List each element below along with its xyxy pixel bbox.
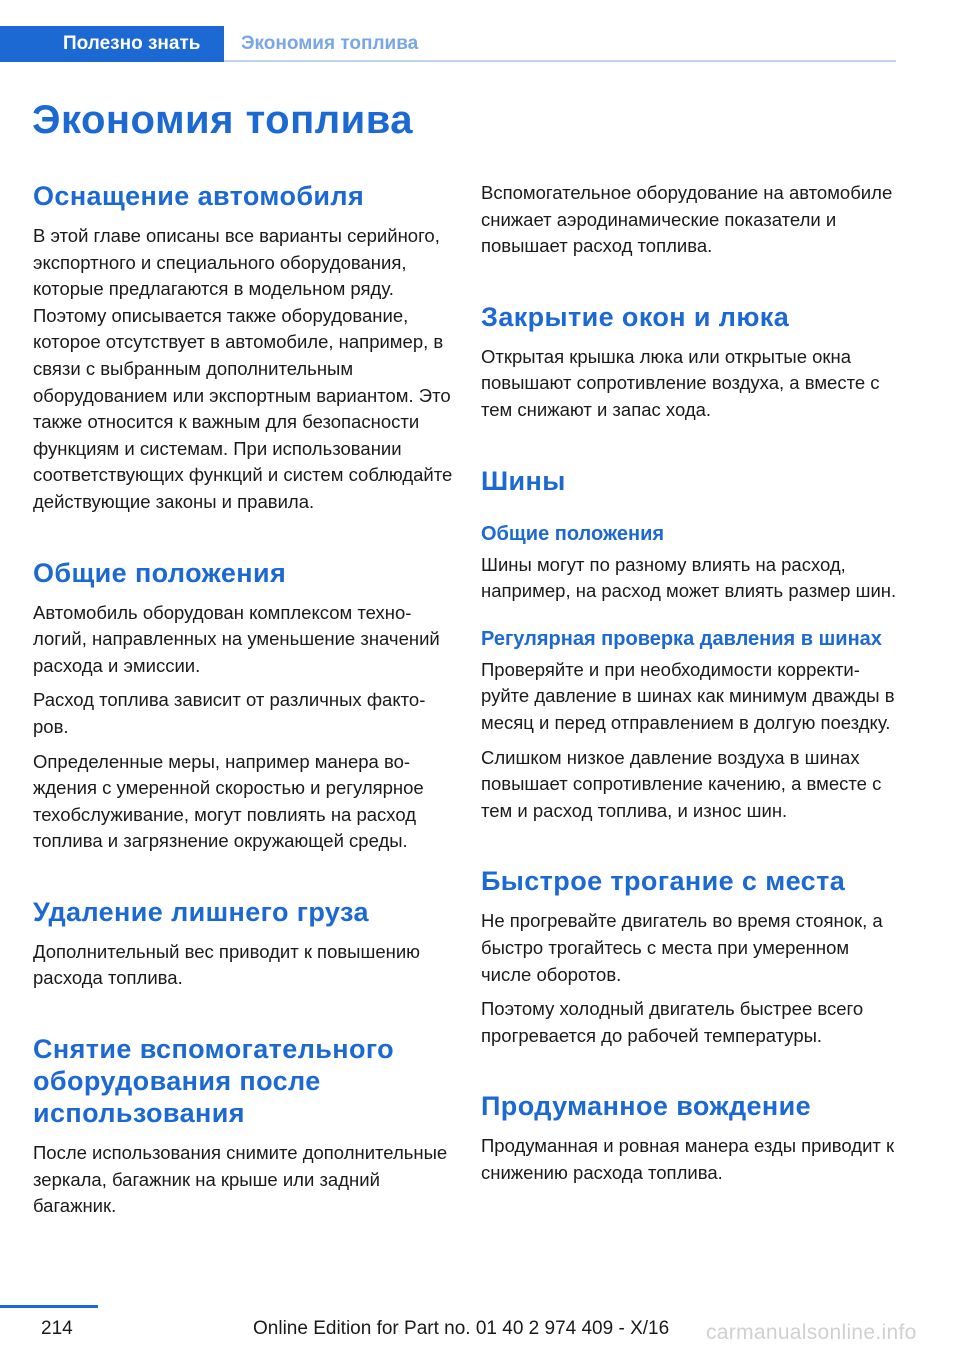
section-tab: Полезно знать: [0, 26, 224, 62]
section-cargo: [33, 896, 453, 992]
breadcrumb: Экономия топлива: [241, 33, 419, 54]
section-title: Удаление лишнего груза: [33, 896, 369, 927]
edition-note: Online Edition for Part no. 01 40 2 974 409 - X/16: [253, 1318, 670, 1339]
paragraph: Расход топлива зависит от различных факторов.: [33, 689, 426, 737]
paragraph: Слишком низкое давление воздуха в шинах повышает сопротивление качению, а вместе с тем и расход топлива, и износ шин.: [481, 746, 882, 821]
section-title: Общие положения: [33, 557, 287, 588]
section-title: Снятие вспомогательного оборудования после использования: [33, 1034, 395, 1129]
header-divider: [224, 60, 896, 62]
section-title: Быстрое трогание с места: [481, 866, 846, 897]
left-column: [33, 180, 453, 1228]
page-title: Экономия топлива: [32, 98, 414, 142]
watermark: carmanualsonline.info: [706, 1321, 917, 1344]
section-quick-start: [481, 865, 901, 1049]
page-header: [0, 26, 896, 62]
paragraph: В этой главе описаны все варианты серийного, экспортного и специального оборудования, которые предлагаются в модельном ряду. Поэтому описывается также оборудование, которое отсутствует в автомобиле, например, в связи с выбранным дополнительным оборудованием или экспортным вариантом. Это также относится к важным для безопасности функциям и системам. При использовании соответствующих функций и систем соблюдайте действующие законы и правила.: [33, 225, 453, 512]
paragraph: Открытая крышка люка или открытые окна повышают сопротивление воздуха, а вместе с тем снижают и запас хода.: [481, 345, 880, 420]
section-tires: [481, 465, 901, 825]
page-number: 214: [41, 1318, 73, 1339]
paragraph: После использования снимите дополнительные зеркала, багажник на крыше или задний багажник.: [33, 1142, 448, 1217]
section-title: Продуманное вождение: [481, 1091, 812, 1122]
paragraph: Не прогревайте двигатель во время стоянок, а быстро трогайтесь с места при умеренном числе оборотов.: [481, 910, 883, 985]
paragraph: Проверяйте и при необходимости корректируйте давление в шинах как минимум дважды в месяц и перед отправлением в долгую поездку.: [481, 658, 895, 733]
section-general: [33, 557, 453, 855]
subsection-title: Регулярная проверка давления в шинах: [481, 627, 882, 650]
paragraph: Определенные меры, например манера вождения с умеренной скоростью и регулярное техобслуживание, могут повлиять на расход топлива и загрязнение окружающей среды.: [33, 750, 424, 852]
section-windows: [481, 301, 901, 424]
paragraph: Продуманная и ровная манера езды приводит к снижению расхода топлива.: [481, 1135, 895, 1183]
section-title: Оснащение автомобиля: [33, 181, 365, 211]
paragraph: Автомобиль оборудован комплексом технологий, направленных на уменьшение значений расхода и эмиссии.: [33, 601, 440, 676]
paragraph: Дополнительный вес приводит к повышению расхода топлива.: [33, 940, 421, 989]
section-title: Закрытие окон и люка: [481, 301, 790, 332]
section-equipment: [33, 180, 453, 516]
paragraph: Шины могут по разному влиять на расход, например, на расход может влиять размер шин.: [481, 553, 897, 602]
section-accessories: [33, 1033, 453, 1220]
right-column: [481, 180, 901, 1194]
subsection-title: Общие положения: [481, 522, 665, 545]
footer-divider: [0, 1305, 98, 1308]
section-driving: [481, 1090, 901, 1186]
section-title: Шины: [481, 465, 566, 496]
paragraph: Вспомогательное оборудование на автомобиле снижает аэродинамические показатели и повышает расход топлива.: [481, 182, 893, 257]
paragraph: Поэтому холодный двигатель быстрее всего прогревается до рабочей температуры.: [481, 998, 864, 1046]
